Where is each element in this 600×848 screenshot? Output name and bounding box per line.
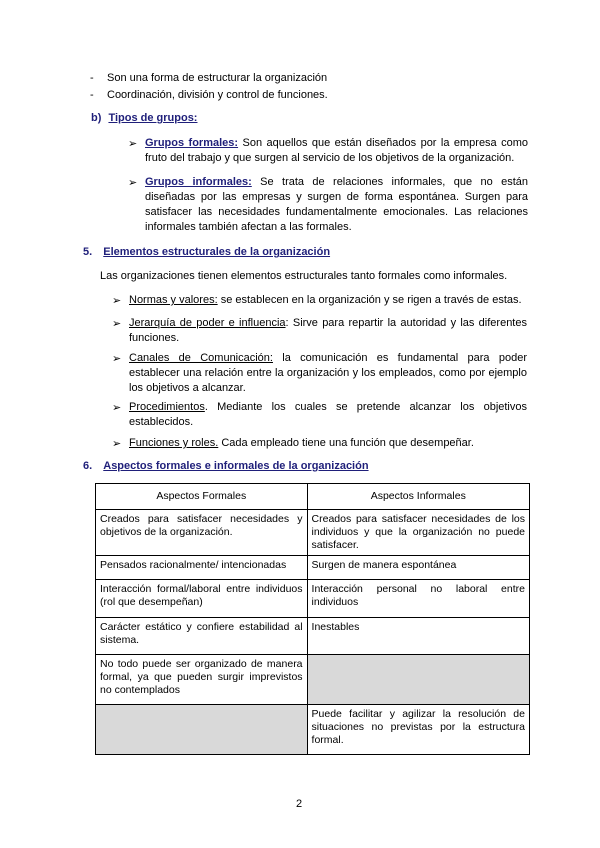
page-number: 2	[296, 798, 303, 810]
element-jerarquia-term: Jerarquía de poder e influencia	[129, 317, 286, 329]
bullet-marker: -	[90, 72, 94, 84]
section-6-title: Aspectos formales e informales de la organización	[103, 460, 369, 472]
section-5-title: Elementos estructurales de la organización	[103, 246, 331, 258]
bullet-text: Coordinación, división y control de funciones.	[107, 89, 328, 101]
table-cell: Carácter estático y confiere estabilidad al sistema.	[96, 618, 308, 655]
table-row	[96, 556, 530, 580]
section-6-heading	[83, 459, 369, 473]
arrow-bullet-icon: ➢	[112, 402, 122, 414]
element-normas-item	[129, 293, 527, 308]
table-cell: No todo puede ser organizado de manera formal, ya que pueden surgir imprevistos no contemplados	[96, 655, 308, 705]
element-normas-text: se establecen en la organización y se rigen a través de estas.	[217, 294, 522, 306]
arrow-bullet-icon: ➢	[112, 438, 122, 450]
table-row	[96, 655, 530, 705]
table-row	[96, 618, 530, 655]
table-cell: Pensados racionalmente/ intencionadas	[96, 556, 308, 580]
table-header-formales: Aspectos Formales	[96, 484, 308, 510]
table-cell: Inestables	[307, 618, 529, 655]
table-header-informales: Aspectos Informales	[307, 484, 529, 510]
group-informales-text: Se trata de relaciones informales, que no están diseñadas por las empresas y surgen de forma espontánea. Surgen para satisfacer las necesidades fundamentalmente emocionales. Las relaciones informales también afectan a las formales.	[145, 176, 528, 233]
section-5-heading	[83, 245, 330, 259]
table-cell: Surgen de manera espontánea	[307, 556, 529, 580]
group-formales-text: Son aquellos que están diseñados por la empresa como fruto del trabajo y que surgen al servicio de los objetivos de la organización.	[145, 137, 529, 164]
element-funciones-item	[129, 436, 527, 451]
arrow-bullet-icon: ➢	[112, 318, 122, 330]
section-b-title: Tipos de grupos:	[108, 112, 198, 124]
element-procedimientos-term: Procedimientos	[129, 401, 205, 413]
table-cell: Interacción formal/laboral entre individuos (rol que desempeñan)	[96, 580, 308, 618]
element-normas-term: Normas y valores:	[129, 294, 218, 306]
element-jerarquia-item	[129, 316, 527, 346]
table-row	[96, 580, 530, 618]
table-cell: Interacción personal no laboral entre individuos	[307, 580, 529, 618]
aspects-comparison-table	[95, 483, 530, 755]
section-b-label: b)	[91, 112, 102, 124]
table-cell-empty	[307, 655, 529, 705]
section-b-heading	[91, 111, 197, 125]
group-informales-term: Grupos informales:	[145, 176, 252, 188]
table-row	[96, 705, 530, 755]
group-formales-item	[145, 136, 528, 166]
table-header-row	[96, 484, 530, 510]
element-canales-term: Canales de Comunicación:	[129, 352, 273, 364]
bullet-marker: -	[90, 89, 94, 101]
element-canales-text: la comunicación es fundamental para poder establecer una relación entre la organización y los empleados, como por ejemplo los objetivos a alcanzar.	[129, 352, 527, 394]
group-formales-term: Grupos formales:	[145, 137, 239, 149]
element-funciones-text: Cada empleado tiene una función que desempeñar.	[218, 437, 474, 449]
element-procedimientos-text: . Mediante los cuales se pretende alcanzar los objetivos establecidos.	[129, 401, 527, 428]
table-cell-empty	[96, 705, 308, 755]
element-procedimientos-item	[129, 400, 527, 430]
section-6-number: 6.	[83, 460, 93, 472]
element-jerarquia-text: : Sirve para repartir la autoridad y las diferentes funciones.	[129, 317, 527, 344]
group-informales-item	[145, 175, 528, 235]
table-cell: Creados para satisfacer necesidades y objetivos de la organización.	[96, 510, 308, 556]
arrow-bullet-icon: ➢	[128, 138, 138, 150]
element-canales-item	[129, 351, 527, 396]
section-5-intro: Las organizaciones tienen elementos estructurales tanto formales como informales.	[100, 270, 508, 282]
element-funciones-term: Funciones y roles.	[129, 437, 219, 449]
table-row	[96, 510, 530, 556]
table-cell: Creados para satisfacer necesidades de los individuos y que la organización no puede satisfacer.	[307, 510, 529, 556]
section-5-number: 5.	[83, 246, 93, 258]
bullet-text: Son una forma de estructurar la organización	[107, 72, 328, 84]
arrow-bullet-icon: ➢	[128, 177, 138, 189]
table-cell: Puede facilitar y agilizar la resolución de situaciones no previstas por la estructura formal.	[307, 705, 529, 755]
arrow-bullet-icon: ➢	[112, 353, 122, 365]
arrow-bullet-icon: ➢	[112, 295, 122, 307]
